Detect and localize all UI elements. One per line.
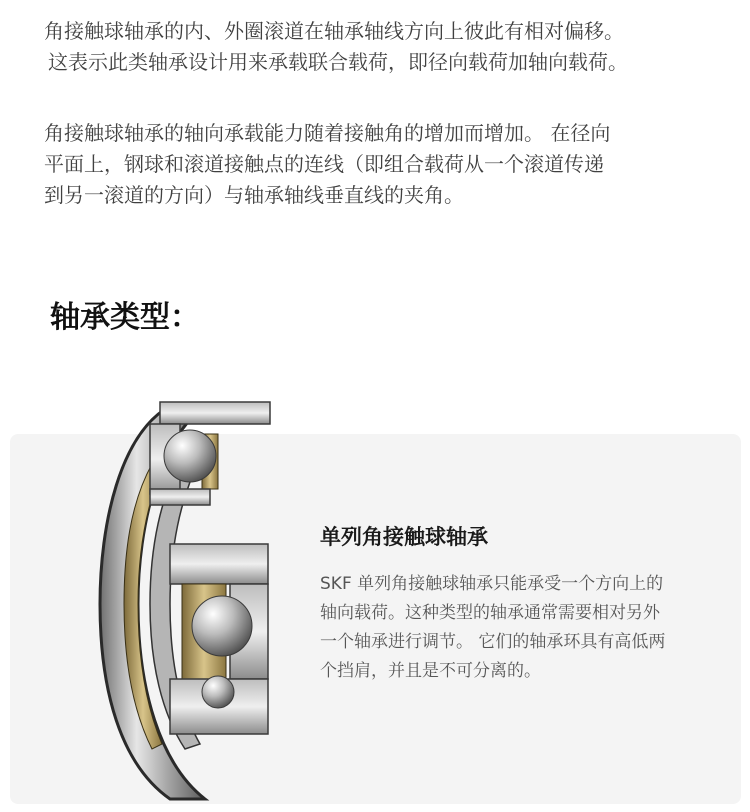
card-description-line-2: 轴向载荷。这种类型的轴承通常需要相对另外 [320, 603, 660, 623]
card-description-line-1: SKF 单列角接触球轴承只能承受一个方向上的 [320, 574, 664, 594]
section-title: 轴承类型： [50, 300, 200, 335]
intro-paragraph-1-line-2: 这表示此类轴承设计用来承载联合载荷，即径向载荷加轴向载荷。 [48, 50, 628, 74]
card-description-line-4: 个挡肩，并且是不可分离的。 [320, 661, 541, 681]
intro-paragraph-2-line-2: 平面上，钢球和滚道接触点的连线（即组合载荷从一个滚道传递 [44, 152, 604, 176]
intro-paragraph-2-line-1: 角接触球轴承的轴向承载能力随着接触角的增加而增加。 在径向 [44, 121, 611, 145]
intro-paragraph-2 [44, 118, 724, 211]
bearing-cross-section-illustration [90, 394, 290, 809]
intro-paragraph-2-line-3: 到另一滚道的方向）与轴承轴线垂直线的夹角。 [44, 183, 464, 207]
intro-paragraph-1 [44, 16, 724, 78]
intro-paragraph-1-line-1: 角接触球轴承的内、外圈滚道在轴承轴线方向上彼此有相对偏移。 [44, 19, 624, 43]
card-description-line-3: 一个轴承进行调节。 它们的轴承环具有高低两 [320, 632, 666, 652]
card-description [320, 570, 730, 686]
card-title: 单列角接触球轴承 [320, 525, 488, 549]
